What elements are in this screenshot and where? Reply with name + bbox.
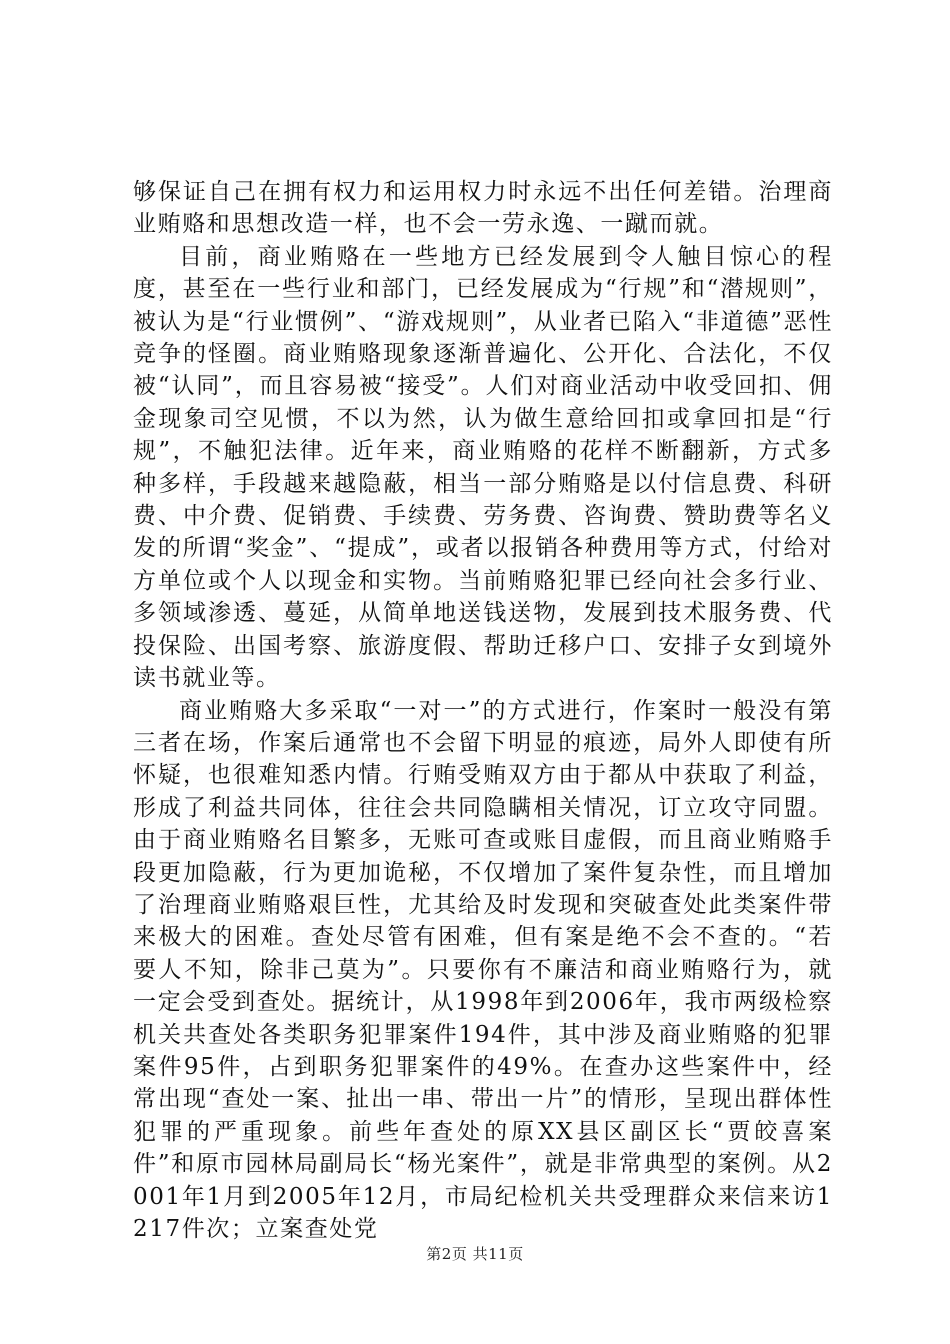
- paragraph-2: 目前，商业贿赂在一些地方已经发展到令人触目惊心的程度，甚至在一些行业和部门，已经发展成为“行规”和“潜规则”，被认为是“行业惯例”、“游戏规则”，从业者已陷入“非道德”恶性竞争的怪圈。商业贿赂现象逐渐普遍化、公开化、合法化，不仅被“认同”，而且容易被“接受”。人们对商业活动中收受回扣、佣金现象司空见惯，不以为然，认为做生意给回扣或拿回扣是“行规”，不触犯法律。近年来，商业贿赂的花样不断翻新，方式多种多样，手段越来越隐蔽，相当一部分贿赂是以付信息费、科研费、中介费、促销费、手续费、劳务费、咨询费、赞助费等名义发的所谓“奖金”、“提成”，或者以报销各种费用等方式，付给对方单位或个人以现金和实物。当前贿赂犯罪已经向社会多行业、多领域渗透、蔓延，从简单地送钱送物，发展到技术服务费、代投保险、出国考察、旅游度假、帮助迁移户口、安排子女到境外读书就业等。: [133, 243, 833, 692]
- page-number-footer: 第2页 共11页: [426, 1245, 524, 1263]
- paragraph-1: 够保证自己在拥有权力和运用权力时永远不出任何差错。治理商业贿赂和思想改造一样，也不会一劳永逸、一蹴而就。: [133, 179, 833, 238]
- document-body: [133, 176, 833, 1245]
- paragraph-3: 商业贿赂大多采取“一对一”的方式进行，作案时一般没有第三者在场，作案后通常也不会留下明显的痕迹，局外人即使有所怀疑，也很难知悉内情。行贿受贿双方由于都从中获取了利益，形成了利益共同体，往往会共同隐瞒相关情况，订立攻守同盟。由于商业贿赂名目繁多，无账可查或账目虚假，而且商业贿赂手段更加隐蔽，行为更加诡秘，不仅增加了案件复杂性，而且增加了治理商业贿赂艰巨性，尤其给及时发现和突破查处此类案件带来极大的困难。查处尽管有困难，但有案是绝不会不查的。“若要人不知，除非己莫为”。只要你有不廉洁和商业贿赂行为，就一定会受到查处。据统计，从1998年到2006年，我市两级检察机关共查处各类职务犯罪案件194件，其中涉及商业贿赂的犯罪案件95件，占到职务犯罪案件的49%。在查办这些案件中，经常出现“查处一案、扯出一串、带出一片”的情形，呈现出群体性犯罪的严重现象。前些年查处的原XX县区副区长“贾皎喜案件”和原市园林局副局长“杨光案件”，就是非常典型的案例。从2001年1月到2005年12月，市局纪检机关共受理群众来信来访1217件次；立案查处党: [133, 697, 833, 1242]
